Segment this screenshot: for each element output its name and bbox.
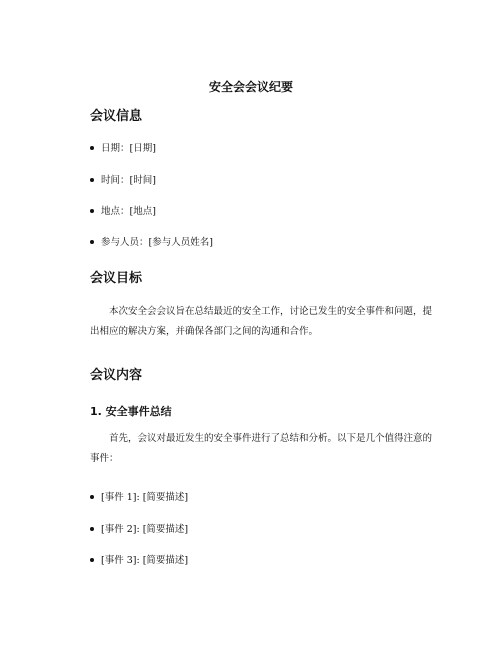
goal-paragraph-line1: 本次安全会会议旨在总结最近的安全工作，讨论已发生的安全事件和问题，提 (109, 306, 433, 317)
list-item-event-1: [事件 1]: [简要描述] (90, 492, 188, 504)
goal-paragraph-line2: 出相应的解决方案，并确保各部门之间的沟通和合作。 (90, 326, 319, 337)
document-title: 安全会会议纪要 (208, 80, 293, 94)
goal-paragraph (90, 302, 432, 342)
bullet-dot (90, 527, 94, 531)
events-paragraph-line2: 事件： (90, 453, 119, 464)
list-item-participants: 参与人员：[参与人员姓名] (90, 237, 213, 249)
bullet-dot (90, 240, 94, 244)
list-item-date: 日期：[日期] (90, 143, 156, 155)
section-heading-goal: 会议目标 (90, 271, 143, 286)
bullet-dot (90, 209, 94, 213)
events-paragraph-line1: 首先，会议对最近发生的安全事件进行了总结和分析。以下是几个值得注意的 (109, 433, 433, 444)
bullet-dot (90, 178, 94, 182)
list-item-location: 地点：[地点] (90, 206, 156, 218)
list-item-event-2: [事件 2]: [简要描述] (90, 524, 188, 536)
list-item-event-3: [事件 3]: [简要描述] (90, 555, 188, 567)
list-item-time: 时间：[时间] (90, 175, 156, 187)
bullet-dot (90, 495, 94, 499)
bullet-dot (90, 558, 94, 562)
events-paragraph (90, 429, 432, 469)
bullet-dot (90, 146, 94, 150)
subsection-heading-events: 1. 安全事件总结 (90, 405, 172, 418)
section-heading-info: 会议信息 (90, 109, 143, 124)
section-heading-content: 会议内容 (90, 368, 143, 383)
